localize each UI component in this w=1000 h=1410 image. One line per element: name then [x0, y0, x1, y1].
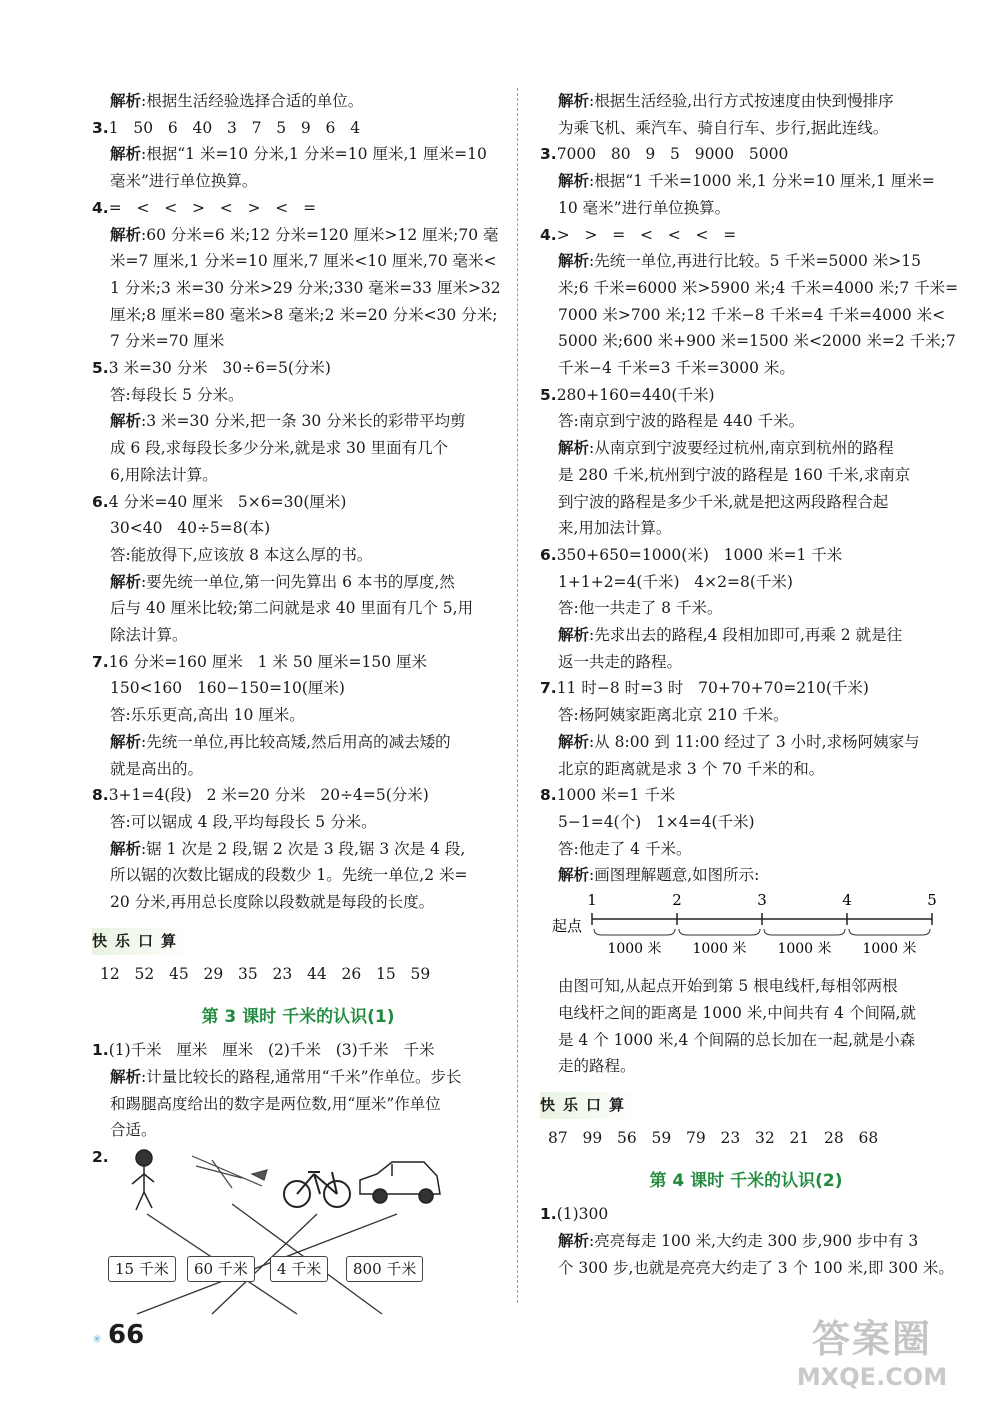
text-line: 20 分米,再用总长度除以段数就是每段的长度。 [110, 893, 435, 912]
text-line: 5−1=4(个) 1×4=4(千米) [558, 812, 755, 831]
line-text: 1000 米=1 千米 [556, 786, 676, 805]
text-line: 是 4 个 1000 米,4 个间隔的总长加在一起,就是小森 [558, 1030, 916, 1049]
answer-box: 15 千米 [108, 1256, 176, 1282]
text-line [92, 569, 504, 596]
matching-diagram [92, 1144, 504, 1344]
question-number: 7. [540, 679, 557, 698]
text-line: 是 280 千米,杭州到宁波的路程是 160 千米,求南京 [558, 465, 911, 484]
segment-label: 1000 米 [607, 941, 662, 958]
kousuan-char: 口 [138, 931, 154, 950]
analysis-label: 解析 [558, 626, 590, 645]
text-line: 答:每段长 5 分米。 [110, 385, 244, 404]
question-number: 7. [92, 652, 109, 671]
text-line: 答:可以锯成 4 段,平均每段长 5 分米。 [110, 812, 377, 831]
kousuan-char: 快 [540, 1095, 556, 1114]
text-line: 所以锯的次数比锯成的段数少 1。先统一单位,2 米= [110, 866, 468, 885]
segment-label: 1000 米 [777, 941, 832, 958]
text-line: 来,用加法计算。 [558, 519, 672, 538]
text-line [540, 88, 952, 115]
text-line: 电线杆之间的距离是 1000 米,中间共有 4 个间隔,就 [558, 1003, 916, 1022]
line-text: :根据“1 千米=1000 米,1 分米=10 厘米,1 厘米= [589, 172, 935, 191]
walking-person-icon [132, 1150, 154, 1210]
text-line [540, 729, 952, 756]
left-section-title: 第 3 课时 千米的认识(1) [201, 1007, 395, 1028]
question-number: 1. [92, 1041, 109, 1060]
analysis-label: 解析 [558, 866, 590, 885]
text-line [92, 649, 504, 676]
answer-box: 800 千米 [346, 1256, 423, 1282]
answer-box: 4 千米 [270, 1256, 328, 1282]
question-number: 4. [92, 198, 109, 217]
text-line: 合适。 [110, 1121, 157, 1140]
question-number: 8. [92, 786, 109, 805]
text-line: 后与 40 厘米比较;第二问就是求 40 里面有几个 5,用 [110, 599, 474, 618]
kousuan-char: 乐 [563, 1095, 579, 1114]
line-text: :从南京到宁波要经过杭州,南京到杭州的路程 [589, 439, 894, 458]
analysis-label: 解析 [110, 412, 142, 431]
start-label: 起点 [552, 917, 583, 936]
kousuan-char: 算 [609, 1095, 625, 1114]
right-kousuan-title [540, 1092, 640, 1119]
analysis-label: 解析 [558, 732, 590, 751]
text-line [540, 222, 952, 249]
text-line: 7000 米>700 米;12 千米−8 千米=4 千米=4000 米< [558, 305, 946, 324]
question-number: 4. [540, 225, 557, 244]
text-line [540, 782, 952, 809]
analysis-label: 解析 [558, 1232, 590, 1251]
text-line [540, 248, 952, 275]
line-text: 3 米=30 分米 30÷6=5(分米) [108, 359, 331, 378]
tick-label: 5 [927, 891, 937, 910]
number-line-figure [540, 889, 952, 973]
line-text: :从 8:00 到 11:00 经过了 3 小时,求杨阿姨家与 [589, 732, 920, 751]
right-kousuan-answers: 87 99 56 59 79 23 32 21 28 68 [548, 1128, 879, 1147]
text-line [92, 222, 504, 249]
segment-brace [849, 929, 930, 935]
line-text: 280+160=440(千米) [556, 385, 715, 404]
line-text: :先统一单位,再进行比较。5 千米=5000 米>15 [589, 252, 922, 271]
question-number: 2. [92, 1148, 109, 1167]
line-text: :先求出去的路程,4 段相加即可,再乘 2 就是往 [589, 626, 903, 645]
column-divider [517, 88, 518, 1303]
watermark [762, 1308, 982, 1404]
line-text: :锯 1 次是 2 段,锯 2 次是 3 段,锯 3 次是 4 段, [141, 839, 466, 858]
left-kousuan-answers: 12 52 45 29 35 23 44 26 15 59 [100, 964, 431, 983]
text-line: 到宁波的路程是多少千米,就是把这两段路程合起 [558, 492, 889, 511]
text-line: 米;6 千米=6000 米>5900 米;4 千米=4000 米;7 千米= [558, 278, 959, 297]
text-line: 6,用除法计算。 [110, 465, 218, 484]
left-kousuan-title [92, 928, 192, 955]
text-line [92, 729, 504, 756]
analysis-label: 解析 [110, 1067, 142, 1086]
text-line: 5000 米;600 米+900 米=1500 米<2000 米=2 千米;7 [558, 332, 956, 351]
question-number: 5. [92, 359, 109, 378]
answer-box: 60 千米 [187, 1256, 255, 1282]
analysis-label: 解析 [558, 439, 590, 458]
text-line: 除法计算。 [110, 626, 188, 645]
text-line: 答:南京到宁波的路程是 440 千米。 [558, 412, 805, 431]
analysis-label: 解析 [558, 252, 590, 271]
left-lesson3-block [92, 1037, 504, 1144]
text-line: 由图可知,从起点开始到第 5 根电线杆,每相邻两根 [558, 977, 898, 996]
text-line [92, 1064, 504, 1091]
text-line [92, 141, 504, 168]
text-line: 为乘飞机、乘汽车、骑自行车、步行,据此连线。 [558, 118, 889, 137]
line-text: :60 分米=6 米;12 分米=120 厘米>12 厘米;70 毫 [141, 225, 499, 244]
text-line: 返一共走的路程。 [558, 652, 683, 671]
analysis-label: 解析 [558, 172, 590, 191]
text-line: 和踢腿高度给出的数字是两位数,用“厘米”作单位 [110, 1094, 441, 1113]
text-line [92, 836, 504, 863]
analysis-label: 解析 [110, 839, 142, 858]
car-icon [360, 1162, 440, 1203]
question-number: 1. [540, 1205, 557, 1224]
line-text: 350+650=1000(米) 1000 米=1 千米 [556, 545, 843, 564]
text-line [92, 115, 504, 142]
kousuan-char: 快 [92, 931, 108, 950]
question-number: 6. [540, 545, 557, 564]
analysis-label: 解析 [110, 225, 142, 244]
number-line-diagram [540, 889, 952, 973]
text-line: 就是高出的。 [110, 759, 204, 778]
question-number: 8. [540, 786, 557, 805]
decor-star-icon: ✳ [92, 1332, 103, 1346]
analysis-label: 解析 [110, 732, 142, 751]
left-column [92, 88, 504, 1344]
text-line [540, 141, 952, 168]
text-line: 毫米”进行单位换算。 [110, 172, 258, 191]
line-text: :根据“1 米=10 分米,1 分米=10 厘米,1 厘米=10 [141, 145, 487, 164]
text-line: 30<40 40÷5=8(本) [110, 519, 271, 538]
text-line [540, 862, 952, 889]
analysis-label: 解析 [110, 145, 142, 164]
segment-brace [764, 929, 845, 935]
kousuan-char: 算 [161, 931, 177, 950]
text-line [540, 675, 952, 702]
analysis-label: 解析 [558, 92, 590, 110]
kousuan-char: 口 [586, 1095, 602, 1114]
text-line: 厘米;8 厘米=80 毫米>8 毫米;2 米=20 分米<30 分米; [110, 305, 498, 324]
text-line: 1+1+2=4(千米) 4×2=8(千米) [558, 572, 793, 591]
text-line: 150<160 160−150=10(厘米) [110, 679, 345, 698]
text-line: 成 6 段,求每段长多少分米,就是求 30 里面有几个 [110, 439, 449, 458]
text-line: 10 毫米”进行单位换算。 [558, 198, 731, 217]
tick-label: 1 [587, 891, 597, 910]
watermark-url: MXQE.COM [796, 1363, 948, 1391]
tick-label: 2 [672, 891, 682, 910]
text-line: 答:乐乐更高,高出 10 厘米。 [110, 706, 305, 725]
line-text: :画图理解题意,如图所示: [589, 866, 760, 885]
left-answer-block [92, 88, 504, 916]
text-line: 千米−4 千米=3 千米=3000 米。 [558, 359, 795, 378]
line-text: :根据生活经验选择合适的单位。 [141, 92, 364, 110]
text-line: 米=7 厘米,1 分米=10 厘米,7 厘米<10 厘米,70 毫米< [110, 252, 497, 271]
line-text: (1)300 [556, 1205, 609, 1224]
line-text: > > = < < < = [556, 225, 737, 244]
text-line [92, 782, 504, 809]
segment-label: 1000 米 [692, 941, 747, 958]
line-text: = < < > < > < = [108, 198, 317, 217]
text-line: 北京的距离就是求 3 个 70 千米的和。 [558, 759, 825, 778]
text-line [92, 489, 504, 516]
text-line: 答:他一共走了 8 千米。 [558, 599, 723, 618]
question-number: 6. [92, 492, 109, 511]
text-line [540, 542, 952, 569]
tick-label: 4 [842, 891, 852, 910]
right-answer-block [540, 88, 959, 889]
text-line [540, 1201, 952, 1228]
page-number: 66 [108, 1320, 145, 1350]
text-line [540, 622, 952, 649]
text-line [540, 382, 952, 409]
segment-brace [594, 929, 675, 935]
text-line: 走的路程。 [558, 1057, 636, 1076]
question-number: 3. [540, 145, 557, 164]
line-text: 16 分米=160 厘米 1 米 50 厘米=150 厘米 [108, 652, 427, 671]
segment-brace [679, 929, 760, 935]
line-text: :先统一单位,再比较高矮,然后用高的减去矮的 [141, 732, 451, 751]
line-text: 3+1=4(段) 2 米=20 分米 20÷4=5(分米) [108, 786, 429, 805]
analysis-label: 解析 [110, 572, 142, 591]
line-text: 11 时−8 时=3 时 70+70+70=210(千米) [556, 679, 869, 698]
line-text: 4 分米=40 厘米 5×6=30(厘米) [108, 492, 347, 511]
text-line [540, 1228, 952, 1255]
text-line: 答:杨阿姨家距离北京 210 千米。 [558, 706, 789, 725]
text-line [92, 408, 504, 435]
text-line [92, 88, 504, 115]
text-line [92, 355, 504, 382]
line-text: 1 50 6 40 3 7 5 9 6 4 [108, 118, 361, 137]
kousuan-char: 乐 [115, 931, 131, 950]
right-section-title: 第 4 课时 千米的认识(2) [649, 1171, 843, 1192]
right-explanation-block [540, 973, 952, 1080]
right-column [540, 88, 959, 1281]
line-text: 7000 80 9 5 9000 5000 [556, 145, 789, 164]
matching-figure [92, 1144, 504, 1344]
line-text: :要先统一单位,第一问先算出 6 本书的厚度,然 [141, 572, 455, 591]
segment-label: 1000 米 [862, 941, 917, 958]
text-line [540, 168, 952, 195]
text-line [92, 195, 504, 222]
analysis-label: 解析 [110, 92, 142, 110]
text-line: 1 分米;3 米=30 分米>29 分米;330 毫米=33 厘米>32 [110, 278, 501, 297]
text-line: 答:能放得下,应该放 8 本这么厚的书。 [110, 545, 373, 564]
tick-label: 3 [757, 891, 767, 910]
question-number: 5. [540, 385, 557, 404]
text-line: 个 300 步,也就是亮亮大约走了 3 个 100 米,即 300 米。 [558, 1258, 954, 1277]
question-number: 3. [92, 118, 109, 137]
line-text: :3 米=30 分米,把一条 30 分米长的彩带平均剪 [141, 412, 466, 431]
line-text: :计量比较长的路程,通常用“千米”作单位。步长 [141, 1067, 462, 1086]
text-line [540, 435, 952, 462]
right-lesson4-block [540, 1201, 952, 1281]
text-line: 答:他走了 4 千米。 [558, 839, 692, 858]
text-line [92, 1037, 504, 1064]
text-line: 7 分米=70 厘米 [110, 332, 225, 351]
line-text: (1)千米 厘米 厘米 (2)千米 (3)千米 千米 [108, 1041, 435, 1060]
watermark-logo: 答案圈 [811, 1317, 932, 1361]
line-text: :亮亮每走 100 米,大约走 300 步,900 步中有 3 [589, 1232, 919, 1251]
airplane-icon [192, 1156, 267, 1188]
bicycle-icon [284, 1172, 350, 1207]
line-text: :根据生活经验,出行方式按速度由快到慢排序 [589, 92, 894, 110]
